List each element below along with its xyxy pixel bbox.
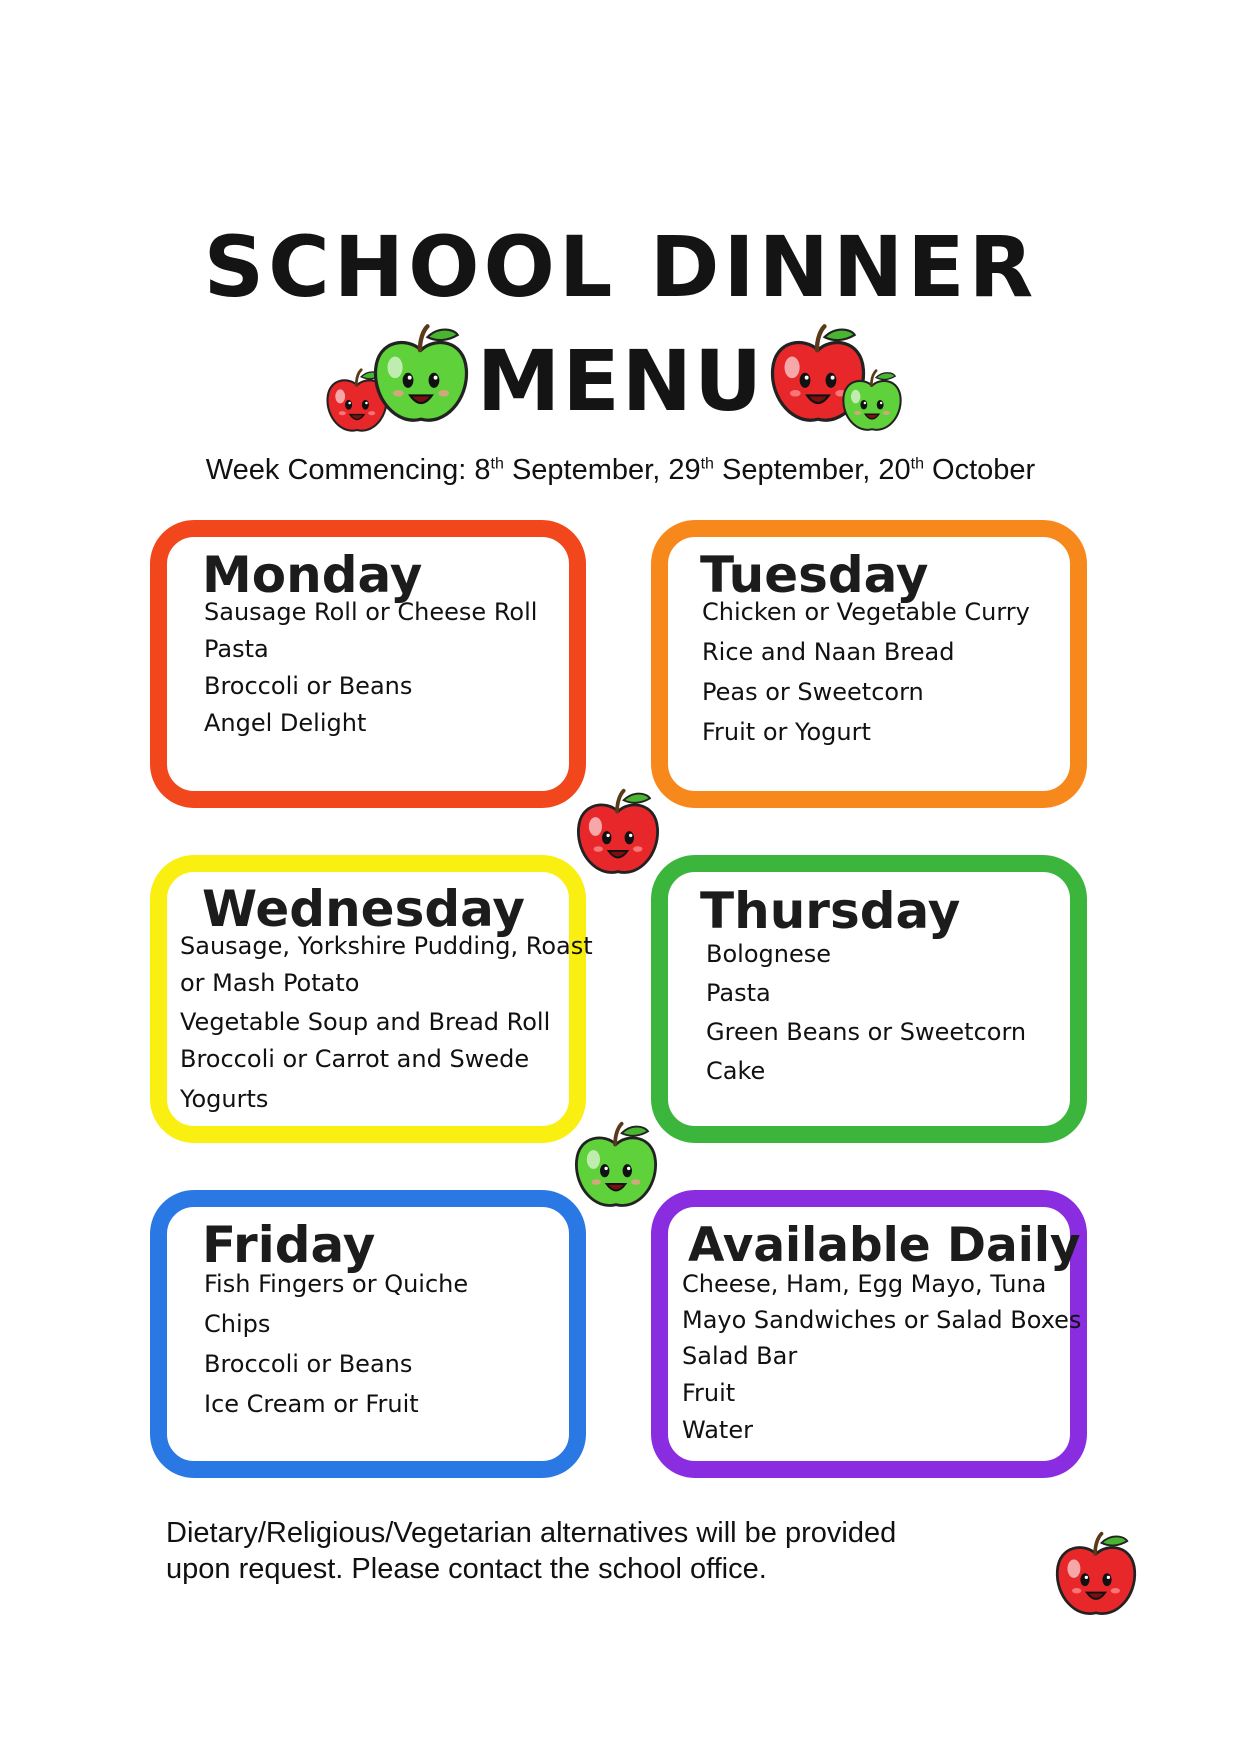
list-item: Bolognese [706,940,831,968]
green-apple-icon [367,318,475,434]
green-apple-icon [838,368,906,436]
list-item: Fruit or Yogurt [702,718,871,746]
red-apple-icon [571,785,665,883]
menu-title-line2: MENU [476,332,765,430]
tuesday-items [702,598,1030,758]
list-item: Broccoli or Beans [204,1350,413,1378]
green-apple-icon [569,1115,663,1219]
available-daily-items [682,1270,1081,1453]
list-item: Ice Cream or Fruit [204,1390,419,1418]
list-item: Chicken or Vegetable Curry [702,598,1030,626]
available-daily-heading: Available Daily [688,1218,1081,1273]
list-item: Cheese, Ham, Egg Mayo, Tuna [682,1270,1047,1298]
list-item: Vegetable Soup and Bread Roll [180,1008,551,1036]
monday-items [204,598,537,746]
list-item: Angel Delight [204,709,367,737]
thursday-heading: Thursday [700,882,961,940]
thursday-items [706,940,1026,1096]
dietary-note-line1: Dietary/Religious/Vegetarian alternatives will be provided [166,1517,897,1549]
monday-heading: Monday [202,546,423,604]
list-item: Fish Fingers or Quiche [204,1270,469,1298]
list-item: Water [682,1416,753,1444]
list-item: Salad Bar [682,1342,798,1370]
dietary-note [166,1515,966,1587]
friday-items [204,1270,468,1430]
list-item: Yogurts [180,1085,269,1113]
dietary-note-line2: upon request. Please contact the school office. [166,1553,767,1585]
list-item: Sausage Roll or Cheese Roll [204,598,538,626]
wednesday-heading: Wednesday [202,880,525,938]
list-item: Pasta [706,979,771,1007]
friday-heading: Friday [202,1216,376,1274]
list-item: Broccoli or Beans [204,672,413,700]
menu-title-line1: SCHOOL DINNER [203,218,1038,316]
list-item: Peas or Sweetcorn [702,678,924,706]
red-apple-icon [1050,1528,1142,1624]
list-item: Cake [706,1057,766,1085]
list-item: Mayo Sandwiches or Salad Boxes [682,1306,1082,1334]
list-item: Green Beans or Sweetcorn [706,1018,1027,1046]
wednesday-items [180,932,593,1122]
list-item: Rice and Naan Bread [702,638,955,666]
list-item: Pasta [204,635,269,663]
week-commencing: Week Commencing: 8th September, 29th September, 20th October [205,454,1036,486]
list-item: Sausage, Yorkshire Pudding, Roast [180,932,593,960]
list-item: Chips [204,1310,271,1338]
list-item: Broccoli or Carrot and Swede [180,1045,530,1073]
list-item: or Mash Potato [180,969,360,997]
tuesday-heading: Tuesday [700,546,929,604]
list-item: Fruit [682,1379,736,1407]
